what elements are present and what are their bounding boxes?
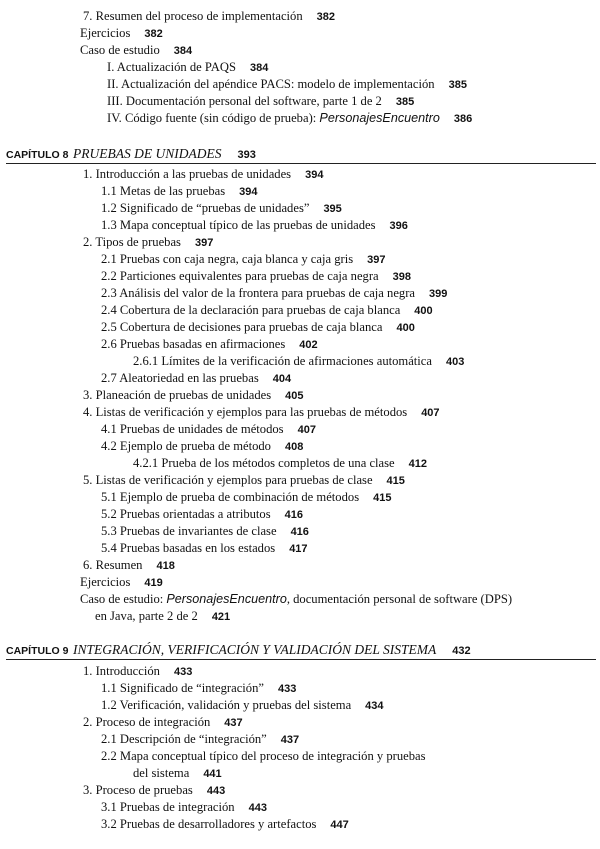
chapter-page: 432 bbox=[452, 645, 471, 657]
toc-entry: 2.2 Mapa conceptual típico del proceso de integración y pruebas bbox=[101, 749, 426, 763]
toc-entry: Ejercicios 382 bbox=[80, 26, 163, 40]
toc-entry: 4.2.1 Prueba de los métodos completos de una clase 412 bbox=[133, 456, 427, 470]
toc-entry: 5.3 Pruebas de invariantes de clase 416 bbox=[101, 524, 309, 538]
toc-entry: 3.2 Pruebas de desarrolladores y artefactos 447 bbox=[101, 817, 349, 831]
toc-entry: 1. Introducción 433 bbox=[83, 664, 193, 678]
toc-entry: II. Actualización del apéndice PACS: modelo de implementación 385 bbox=[107, 77, 467, 91]
toc-entry: del sistema 441 bbox=[133, 766, 222, 780]
toc-entry: 2.7 Aleatoriedad en las pruebas 404 bbox=[101, 371, 292, 385]
toc-entry: Ejercicios 419 bbox=[80, 575, 163, 589]
toc-entry: 3. Proceso de pruebas 443 bbox=[83, 783, 226, 797]
toc-entry: 2.6 Pruebas basadas en afirmaciones 402 bbox=[101, 337, 318, 351]
toc-entry: 3. Planeación de pruebas de unidades 405 bbox=[83, 388, 304, 402]
toc-entry: 2.1 Pruebas con caja negra, caja blanca y caja gris 397 bbox=[101, 252, 386, 266]
toc-entry: Caso de estudio 384 bbox=[80, 43, 193, 57]
chapter-label: CAPÍTULO 8 bbox=[6, 149, 69, 161]
toc-entry: 4. Listas de verificación y ejemplos para las pruebas de métodos 407 bbox=[83, 405, 440, 419]
toc-entry: I. Actualización de PAQS 384 bbox=[107, 60, 269, 74]
chapter-page: 393 bbox=[237, 149, 256, 161]
toc-entry: 1.2 Verificación, validación y pruebas del sistema 434 bbox=[101, 698, 384, 712]
chapter-8-heading bbox=[6, 146, 596, 164]
toc-entry: 2. Tipos de pruebas 397 bbox=[83, 235, 214, 249]
toc-entry: 5.1 Ejemplo de prueba de combinación de métodos 415 bbox=[101, 490, 392, 504]
toc-entry: 2.1 Descripción de “integración” 437 bbox=[101, 732, 300, 746]
toc-entry: III. Documentación personal del software, parte 1 de 2 385 bbox=[107, 94, 415, 108]
toc-entry: 2. Proceso de integración 437 bbox=[83, 715, 243, 729]
toc-entry: 2.3 Análisis del valor de la frontera para pruebas de caja negra 399 bbox=[101, 286, 448, 300]
toc-entry: 4.2 Ejemplo de prueba de método 408 bbox=[101, 439, 304, 453]
toc-entry: 2.2 Particiones equivalentes para pruebas de caja negra 398 bbox=[101, 269, 411, 283]
toc-entry: 1.3 Mapa conceptual típico de las pruebas de unidades 396 bbox=[101, 218, 408, 232]
toc-entry: 5. Listas de verificación y ejemplos para pruebas de clase 415 bbox=[83, 473, 405, 487]
chapter-label: CAPÍTULO 9 bbox=[6, 645, 69, 657]
toc-entry: 2.5 Cobertura de decisiones para pruebas de caja blanca 400 bbox=[101, 320, 415, 334]
toc-entry: 5.4 Pruebas basadas en los estados 417 bbox=[101, 541, 308, 555]
toc-entry: Caso de estudio: PersonajesEncuentro, documentación personal de software (DPS) bbox=[80, 592, 513, 606]
chapter-title: INTEGRACIÓN, VERIFICACIÓN Y VALIDACIÓN DEL SISTEMA 432 bbox=[73, 642, 471, 657]
toc-entry: 3.1 Pruebas de integración 443 bbox=[101, 800, 267, 814]
toc-entry: 1.1 Metas de las pruebas 394 bbox=[101, 184, 258, 198]
toc-entry: 2.6.1 Límites de la verificación de afirmaciones automática 403 bbox=[133, 354, 465, 368]
chapter-9-heading bbox=[6, 642, 596, 660]
toc-entry: 5.2 Pruebas orientadas a atributos 416 bbox=[101, 507, 303, 521]
toc-entry: 1.1 Significado de “integración” 433 bbox=[101, 681, 297, 695]
toc-entry: 4.1 Pruebas de unidades de métodos 407 bbox=[101, 422, 316, 436]
toc-entry: 1. Introducción a las pruebas de unidades 394 bbox=[83, 167, 324, 181]
toc-entry: 6. Resumen 418 bbox=[83, 558, 175, 572]
toc-entry: 7. Resumen del proceso de implementación 382 bbox=[83, 9, 335, 23]
toc-entry: 1.2 Significado de “pruebas de unidades” 395 bbox=[101, 201, 342, 215]
toc-entry: 2.4 Cobertura de la declaración para pruebas de caja blanca 400 bbox=[101, 303, 433, 317]
chapter-title: PRUEBAS DE UNIDADES 393 bbox=[73, 146, 256, 161]
toc-entry: en Java, parte 2 de 2 421 bbox=[95, 609, 231, 623]
toc-entry: IV. Código fuente (sin código de prueba): PersonajesEncuentro 386 bbox=[107, 111, 473, 125]
